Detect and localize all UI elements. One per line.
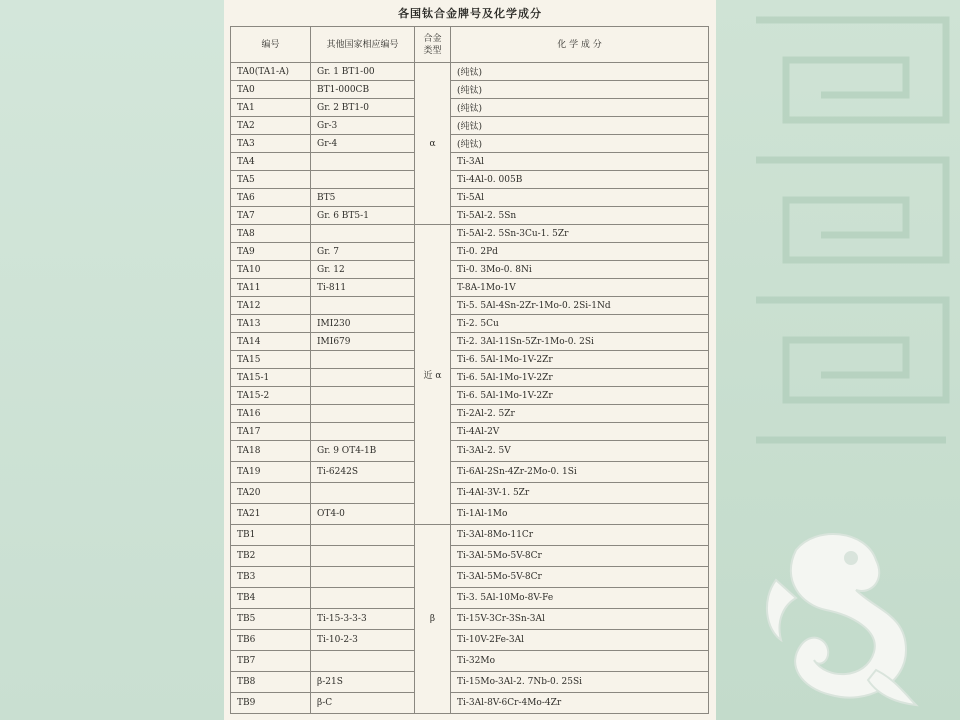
cell-composition: Ti-0. 3Mo-0. 8Ni bbox=[451, 261, 709, 279]
cell-equivalent bbox=[311, 405, 415, 423]
cell-equivalent: Ti-15-3-3-3 bbox=[311, 609, 415, 630]
cell-code: TA0(TA1-A) bbox=[231, 63, 311, 81]
cell-equivalent: Gr-4 bbox=[311, 135, 415, 153]
cell-equivalent: Gr. 12 bbox=[311, 261, 415, 279]
table-row bbox=[231, 525, 709, 546]
cell-equivalent: IMI679 bbox=[311, 333, 415, 351]
cell-code: TA0 bbox=[231, 81, 311, 99]
cell-code: TB5 bbox=[231, 609, 311, 630]
cell-composition: Ti-3Al-8Mo-11Cr bbox=[451, 525, 709, 546]
cell-code: TA11 bbox=[231, 279, 311, 297]
cell-equivalent: BT1-000CB bbox=[311, 81, 415, 99]
cell-equivalent bbox=[311, 525, 415, 546]
table-row bbox=[231, 567, 709, 588]
cell-code: TA1 bbox=[231, 99, 311, 117]
cell-equivalent: Ti-10-2-3 bbox=[311, 630, 415, 651]
cell-equivalent: Gr. 7 bbox=[311, 243, 415, 261]
cell-code: TA15-2 bbox=[231, 387, 311, 405]
slide-background-right bbox=[716, 0, 960, 720]
cell-composition: Ti-5. 5Al-4Sn-2Zr-1Mo-0. 2Si-1Nd bbox=[451, 297, 709, 315]
cell-equivalent: OT4-0 bbox=[311, 504, 415, 525]
table-row bbox=[231, 504, 709, 525]
table-row bbox=[231, 63, 709, 81]
cell-equivalent bbox=[311, 567, 415, 588]
header-composition: 化 学 成 分 bbox=[451, 27, 709, 63]
table-row bbox=[231, 351, 709, 369]
cell-composition: Ti-3Al-5Mo-5V-8Cr bbox=[451, 567, 709, 588]
document-page bbox=[224, 0, 716, 720]
cell-code: TA20 bbox=[231, 483, 311, 504]
cell-equivalent: BT5 bbox=[311, 189, 415, 207]
cell-code: TA12 bbox=[231, 297, 311, 315]
table-row bbox=[231, 333, 709, 351]
table-row bbox=[231, 546, 709, 567]
header-equivalent: 其他国家相应编号 bbox=[311, 27, 415, 63]
cell-equivalent: Gr. 9 OT4-1B bbox=[311, 441, 415, 462]
cell-composition: (纯钛) bbox=[451, 63, 709, 81]
cell-composition: Ti-6. 5Al-1Mo-1V-2Zr bbox=[451, 351, 709, 369]
titanium-alloy-table bbox=[230, 26, 709, 714]
cell-code: TA6 bbox=[231, 189, 311, 207]
table-row bbox=[231, 261, 709, 279]
header-code: 编号 bbox=[231, 27, 311, 63]
cell-composition: Ti-4Al-3V-1. 5Zr bbox=[451, 483, 709, 504]
cell-equivalent bbox=[311, 171, 415, 189]
table-row bbox=[231, 225, 709, 243]
cell-equivalent bbox=[311, 423, 415, 441]
table-row bbox=[231, 462, 709, 483]
cell-equivalent: Gr-3 bbox=[311, 117, 415, 135]
cell-composition: T-8A-1Mo-1V bbox=[451, 279, 709, 297]
table-row bbox=[231, 630, 709, 651]
cell-composition: Ti-2. 3Al-11Sn-5Zr-1Mo-0. 2Si bbox=[451, 333, 709, 351]
fret-pattern-icon bbox=[746, 0, 960, 480]
cell-code: TB7 bbox=[231, 651, 311, 672]
cell-composition: Ti-3Al-2. 5V bbox=[451, 441, 709, 462]
cell-equivalent bbox=[311, 588, 415, 609]
cell-composition: (纯钛) bbox=[451, 81, 709, 99]
cell-composition: Ti-1Al-1Mo bbox=[451, 504, 709, 525]
table-row bbox=[231, 279, 709, 297]
table-row bbox=[231, 693, 709, 714]
cell-equivalent: Gr. 1 BT1-00 bbox=[311, 63, 415, 81]
cell-code: TA17 bbox=[231, 423, 311, 441]
cell-equivalent bbox=[311, 225, 415, 243]
cell-composition: Ti-6Al-2Sn-4Zr-2Mo-0. 1Si bbox=[451, 462, 709, 483]
table-row bbox=[231, 609, 709, 630]
cell-equivalent bbox=[311, 483, 415, 504]
cell-equivalent bbox=[311, 351, 415, 369]
table-row bbox=[231, 369, 709, 387]
table-row bbox=[231, 441, 709, 462]
cell-code: TA18 bbox=[231, 441, 311, 462]
cell-equivalent: Ti-811 bbox=[311, 279, 415, 297]
cell-code: TA9 bbox=[231, 243, 311, 261]
cell-code: TA8 bbox=[231, 225, 311, 243]
cell-equivalent: Gr. 2 BT1-0 bbox=[311, 99, 415, 117]
cell-composition: Ti-3Al bbox=[451, 153, 709, 171]
table-row bbox=[231, 207, 709, 225]
cell-composition: Ti-3. 5Al-10Mo-8V-Fe bbox=[451, 588, 709, 609]
cell-code: TA3 bbox=[231, 135, 311, 153]
cell-equivalent: β-C bbox=[311, 693, 415, 714]
cell-composition: Ti-3Al-5Mo-5V-8Cr bbox=[451, 546, 709, 567]
cell-code: TB8 bbox=[231, 672, 311, 693]
cell-code: TA7 bbox=[231, 207, 311, 225]
cell-composition: Ti-0. 2Pd bbox=[451, 243, 709, 261]
cell-code: TB6 bbox=[231, 630, 311, 651]
cell-equivalent: Gr. 6 BT5-1 bbox=[311, 207, 415, 225]
cell-composition: Ti-15Mo-3Al-2. 7Nb-0. 25Si bbox=[451, 672, 709, 693]
table-row bbox=[231, 651, 709, 672]
cell-code: TA21 bbox=[231, 504, 311, 525]
cell-composition: Ti-4Al-2V bbox=[451, 423, 709, 441]
cell-equivalent bbox=[311, 546, 415, 567]
cell-equivalent bbox=[311, 153, 415, 171]
table-row bbox=[231, 171, 709, 189]
dragon-emblem-icon bbox=[756, 520, 926, 710]
table-row bbox=[231, 189, 709, 207]
cell-composition: Ti-15V-3Cr-3Sn-3Al bbox=[451, 609, 709, 630]
cell-equivalent: IMI230 bbox=[311, 315, 415, 333]
cell-code: TA16 bbox=[231, 405, 311, 423]
cell-alloy-type: β bbox=[415, 525, 451, 714]
cell-equivalent bbox=[311, 387, 415, 405]
cell-composition: Ti-2. 5Cu bbox=[451, 315, 709, 333]
cell-composition: Ti-4Al-0. 005B bbox=[451, 171, 709, 189]
table-row bbox=[231, 387, 709, 405]
table-row bbox=[231, 117, 709, 135]
table-row bbox=[231, 405, 709, 423]
cell-composition: Ti-10V-2Fe-3Al bbox=[451, 630, 709, 651]
cell-composition: Ti-6. 5Al-1Mo-1V-2Zr bbox=[451, 369, 709, 387]
cell-composition: Ti-5Al bbox=[451, 189, 709, 207]
table-row bbox=[231, 315, 709, 333]
cell-code: TA4 bbox=[231, 153, 311, 171]
cell-composition: Ti-5Al-2. 5Sn-3Cu-1. 5Zr bbox=[451, 225, 709, 243]
cell-equivalent: Ti-6242S bbox=[311, 462, 415, 483]
table-row bbox=[231, 672, 709, 693]
cell-composition: Ti-2Al-2. 5Zr bbox=[451, 405, 709, 423]
document-title: 各国钛合金牌号及化学成分 bbox=[398, 7, 542, 20]
cell-equivalent bbox=[311, 651, 415, 672]
table-row bbox=[231, 483, 709, 504]
slide-background-left bbox=[0, 0, 224, 720]
cell-code: TA14 bbox=[231, 333, 311, 351]
cell-equivalent bbox=[311, 369, 415, 387]
cell-composition: (纯钛) bbox=[451, 117, 709, 135]
cell-code: TB9 bbox=[231, 693, 311, 714]
cell-composition: (纯钛) bbox=[451, 135, 709, 153]
table-row bbox=[231, 423, 709, 441]
cell-alloy-type: α bbox=[415, 63, 451, 225]
cell-composition: (纯钛) bbox=[451, 99, 709, 117]
cell-code: TA19 bbox=[231, 462, 311, 483]
cell-equivalent bbox=[311, 297, 415, 315]
cell-code: TB4 bbox=[231, 588, 311, 609]
table-row bbox=[231, 135, 709, 153]
cell-equivalent: β-21S bbox=[311, 672, 415, 693]
cell-composition: Ti-5Al-2. 5Sn bbox=[451, 207, 709, 225]
table-row bbox=[231, 153, 709, 171]
cell-code: TB3 bbox=[231, 567, 311, 588]
cell-code: TA15-1 bbox=[231, 369, 311, 387]
cell-composition: Ti-32Mo bbox=[451, 651, 709, 672]
table-row bbox=[231, 297, 709, 315]
cell-code: TB1 bbox=[231, 525, 311, 546]
table-header-row bbox=[231, 27, 709, 63]
cell-alloy-type: 近 α bbox=[415, 225, 451, 525]
table-row bbox=[231, 243, 709, 261]
cell-code: TB2 bbox=[231, 546, 311, 567]
header-alloy-type: 合金类型 bbox=[415, 27, 451, 63]
cell-composition: Ti-6. 5Al-1Mo-1V-2Zr bbox=[451, 387, 709, 405]
cell-code: TA13 bbox=[231, 315, 311, 333]
cell-code: TA15 bbox=[231, 351, 311, 369]
table-row bbox=[231, 81, 709, 99]
table-row bbox=[231, 99, 709, 117]
cell-composition: Ti-3Al-8V-6Cr-4Mo-4Zr bbox=[451, 693, 709, 714]
cell-code: TA2 bbox=[231, 117, 311, 135]
cell-code: TA5 bbox=[231, 171, 311, 189]
cell-code: TA10 bbox=[231, 261, 311, 279]
table-row bbox=[231, 588, 709, 609]
